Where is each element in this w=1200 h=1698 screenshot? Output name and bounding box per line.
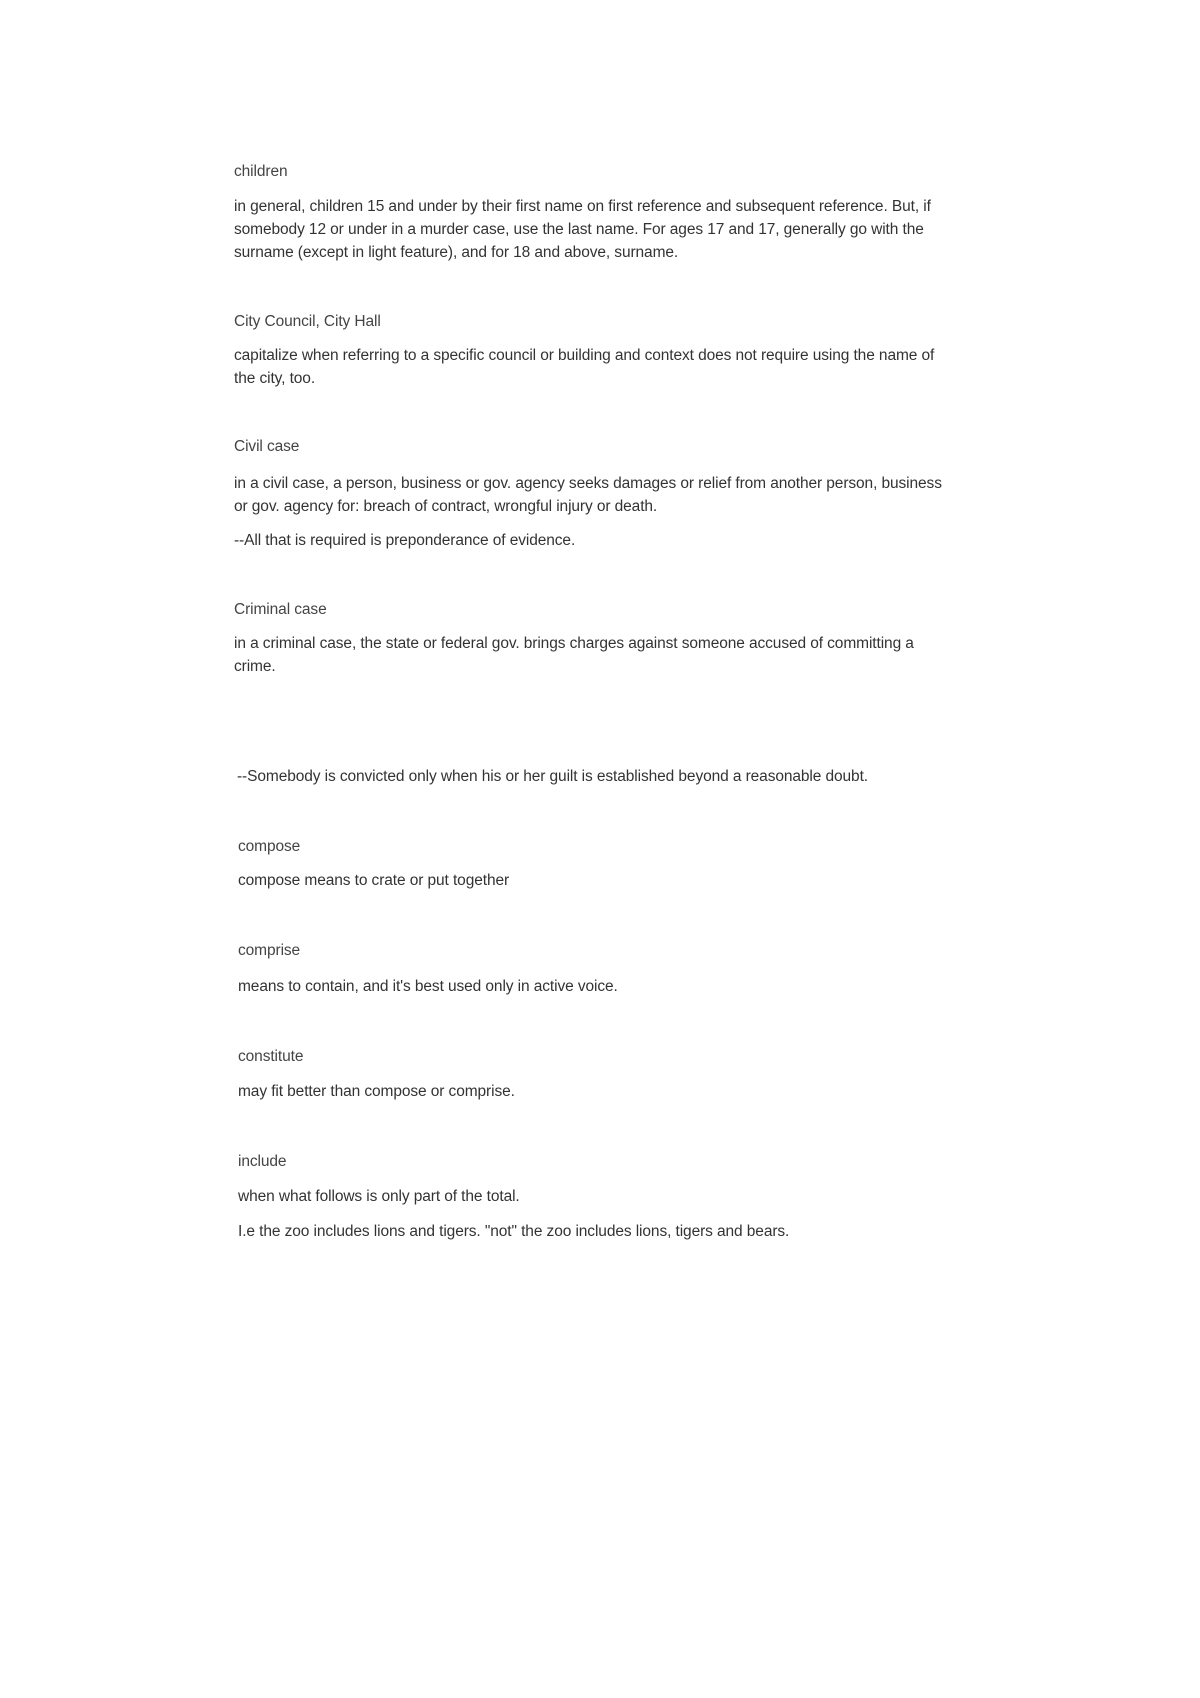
- entry-note: --All that is required is preponderance of evidence.: [234, 532, 576, 549]
- entry-text-line: or gov. agency for: breach of contract, wrongful injury or death.: [234, 498, 658, 515]
- entry-text-line: in general, children 15 and under by their first name on first reference and subsequent reference. But, if: [234, 198, 931, 215]
- entry-title-civil-case: Civil case: [234, 438, 300, 455]
- entry-title-criminal-case: Criminal case: [234, 601, 327, 618]
- entry-title-include: include: [238, 1153, 287, 1170]
- entry-text-line: the city, too.: [234, 370, 316, 387]
- entry-text-line: surname (except in light feature), and for 18 and above, surname.: [234, 244, 679, 261]
- entry-text-line: compose means to crate or put together: [238, 872, 510, 889]
- entry-text-line: crime.: [234, 658, 276, 675]
- entry-note: --Somebody is convicted only when his or her guilt is established beyond a reasonable doubt.: [237, 768, 868, 785]
- entry-title-constitute: constitute: [238, 1048, 304, 1065]
- entry-title-children: children: [234, 163, 288, 180]
- entry-text-line: capitalize when referring to a specific council or building and context does not require using the name of: [234, 347, 935, 364]
- entry-text-line: in a criminal case, the state or federal gov. brings charges against someone accused of committing a: [234, 635, 914, 652]
- entry-text-line: when what follows is only part of the total.: [238, 1188, 520, 1205]
- entry-text-line: I.e the zoo includes lions and tigers. "not" the zoo includes lions, tigers and bears.: [238, 1223, 790, 1240]
- entry-title-comprise: comprise: [238, 942, 301, 959]
- entry-title-compose: compose: [238, 838, 301, 855]
- entry-text-line: means to contain, and it's best used only in active voice.: [238, 978, 618, 995]
- entry-text-line: in a civil case, a person, business or gov. agency seeks damages or relief from another person, business: [234, 475, 942, 492]
- entry-title-city-council: City Council, City Hall: [234, 313, 381, 330]
- entry-text-line: may fit better than compose or comprise.: [238, 1083, 515, 1100]
- entry-text-line: somebody 12 or under in a murder case, use the last name. For ages 17 and 17, generally go with the: [234, 221, 924, 238]
